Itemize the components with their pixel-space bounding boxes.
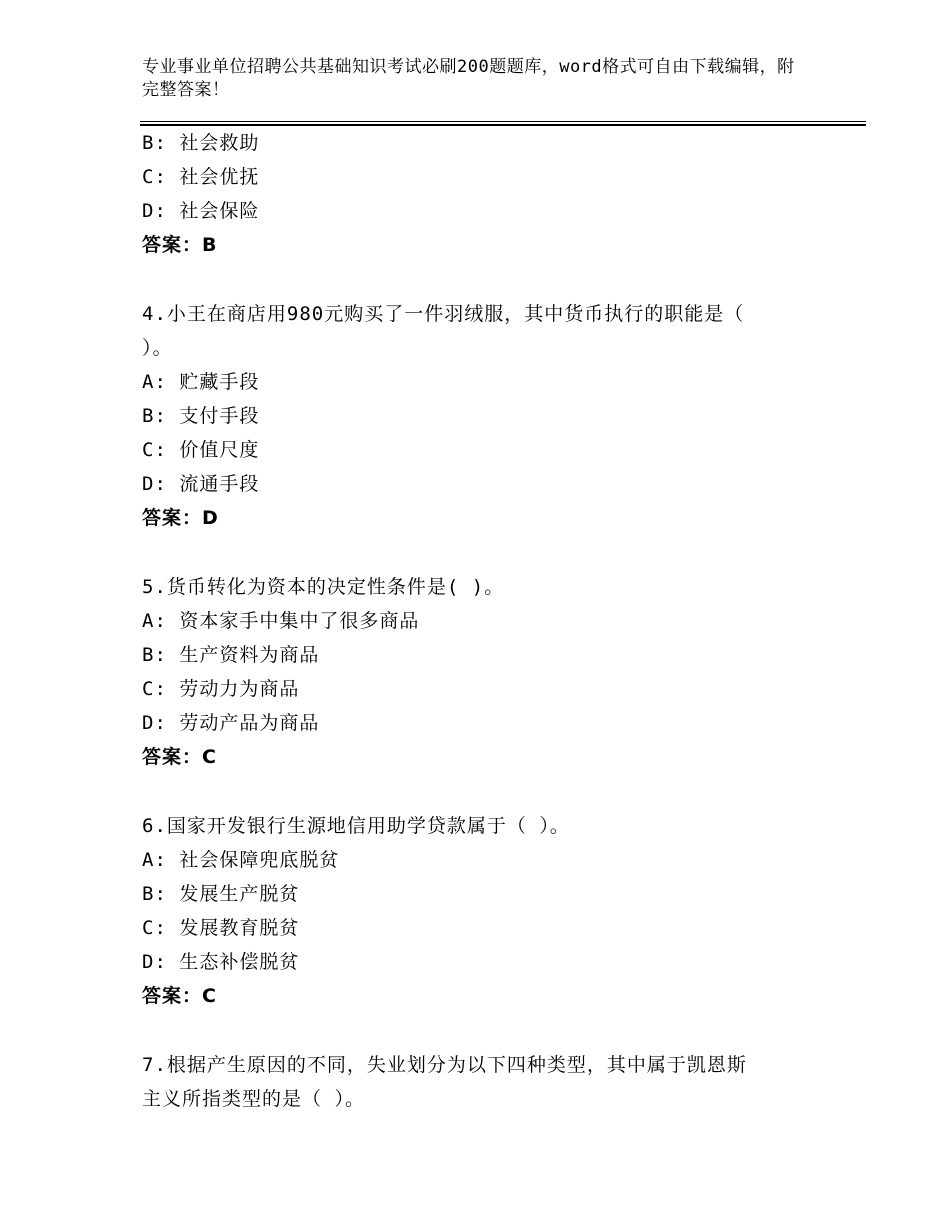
header-divider-thin [140,121,866,122]
q6-stem: 6.国家开发银行生源地信用助学贷款属于（ ）。 [142,815,570,837]
q4-option-c: C: 价值尺度 [142,439,260,461]
q4-stem-line1: 4.小王在商店用980元购买了一件羽绒服，其中货币执行的职能是（ [142,303,745,325]
header-divider-thick [140,124,866,126]
page-header-text: 专业事业单位招聘公共基础知识考试必刷200题题库，word格式可自由下载编辑，附完整答案！ [142,57,795,100]
q6-answer: 答案：C [142,985,217,1007]
q4-option-a: A: 贮藏手段 [142,371,260,393]
q6-option-b: B: 发展生产脱贫 [142,883,300,905]
q4-option-d: D: 流通手段 [142,473,260,495]
q4-option-b: B: 支付手段 [142,405,260,427]
q6-option-a: A: 社会保障兜底脱贫 [142,849,340,871]
q4-stem-line2: ）。 [142,337,173,359]
q3-option-d: D: 社会保险 [142,200,260,222]
q3-option-c: C: 社会优抚 [142,166,260,188]
q7-stem-line2: 主义所指类型的是（ ）。 [142,1088,365,1110]
q5-answer: 答案：C [142,746,217,768]
q3-answer: 答案：B [142,234,218,256]
q4-answer: 答案：D [142,507,219,529]
q5-stem: 5.货币转化为资本的决定性条件是( )。 [142,576,505,598]
q5-option-d: D: 劳动产品为商品 [142,712,320,734]
q7-stem-line1: 7.根据产生原因的不同，失业划分为以下四种类型，其中属于凯恩斯 [142,1054,747,1076]
q5-option-b: B: 生产资料为商品 [142,644,320,666]
q6-option-c: C: 发展教育脱贫 [142,917,300,939]
q5-option-c: C: 劳动力为商品 [142,678,300,700]
q6-option-d: D: 生态补偿脱贫 [142,951,300,973]
q3-option-b: B: 社会救助 [142,132,260,154]
q5-option-a: A: 资本家手中集中了很多商品 [142,610,420,632]
